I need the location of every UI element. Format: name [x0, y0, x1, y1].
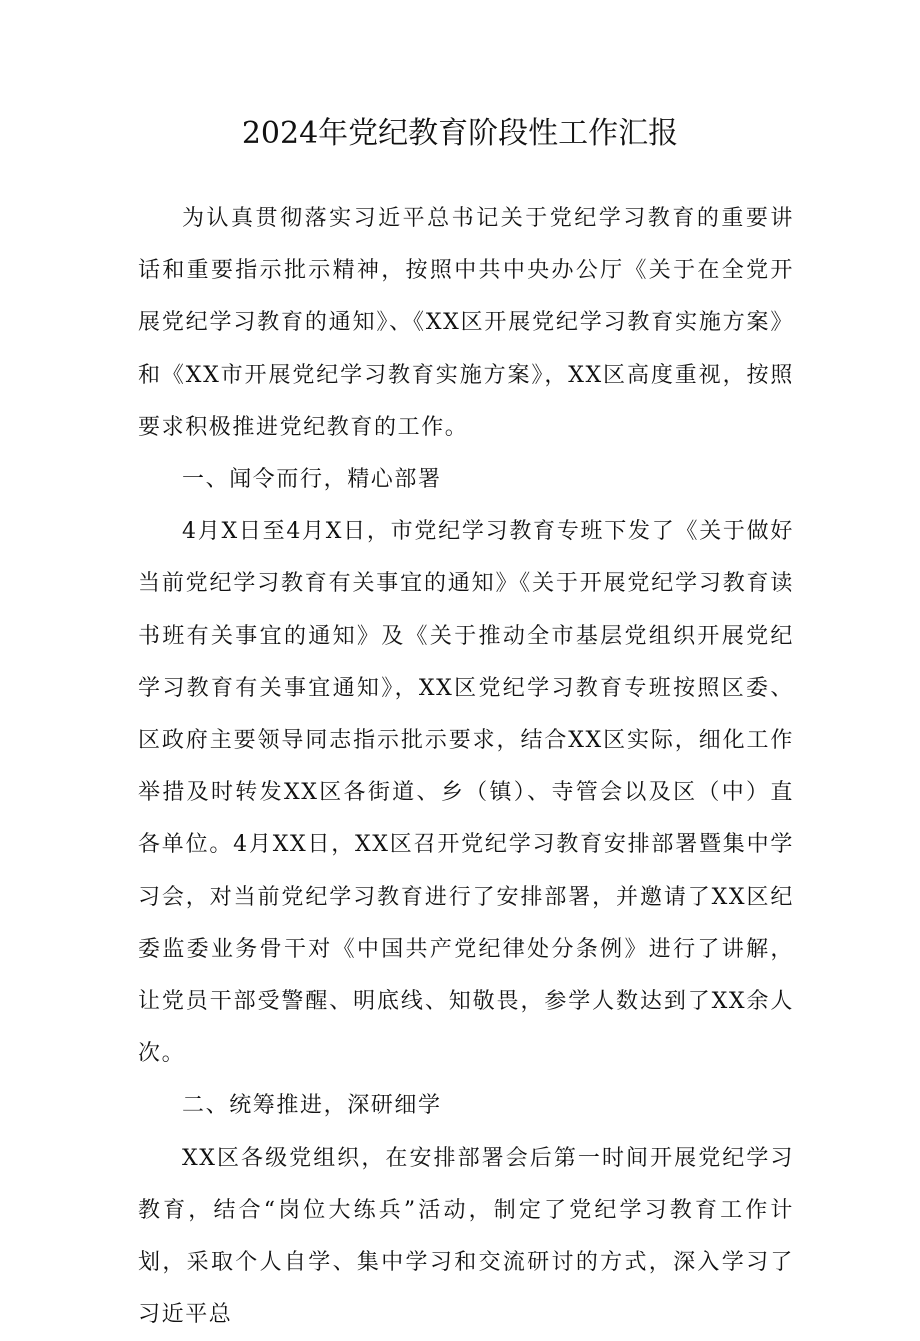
section-2-paragraph: XX区各级党组织，在安排部署会后第一时间开展党纪学习教育，结合“岗位大练兵”活动，制定了党纪学习教育工作计划，采取个人自学、集中学习和交流研讨的方式，深入学习了习近平总: [138, 1145, 794, 1328]
section-heading-2: 二、统筹推进，深研细学: [182, 1093, 442, 1119]
document-title: 2024年党纪教育阶段性工作汇报: [241, 116, 679, 151]
intro-paragraph: 为认真贯彻落实习近平总书记关于党纪学习教育的重要讲话和重要指示批示精神，按照中共中央办公厅《关于在全党开展党纪学习教育的通知》、《XX区开展党纪学习教育实施方案》和《XX市开展党纪学习教育实施方案》，XX区高度重视，按照要求积极推进党纪教育的工作。: [138, 206, 794, 440]
section-1-paragraph: 4月X日至4月X日，市党纪学习教育专班下发了《关于做好当前党纪学习教育有关事宜的通知》《关于开展党纪学习教育读书班有关事宜的通知》及《关于推动全市基层党组织开展党纪学习教育有关事宜通知》，XX区党纪学习教育专班按照区委、区政府主要领导同志指示批示要求，结合XX区实际，细化工作举措及时转发XX区各街道、乡（镇）、寺管会以及区（中）直各单位。4月XX日，XX区召开党纪学习教育安排部署暨集中学习会，对当前党纪学习教育进行了安排部署，并邀请了XX区纪委监委业务骨干对《中国共产党纪律处分条例》进行了讲解，让党员干部受警醒、明底线、知敬畏，参学人数达到了XX余人次。: [138, 519, 794, 1067]
section-heading-1: 一、闻令而行，精心部署: [182, 467, 442, 493]
document-body: [138, 193, 794, 1341]
